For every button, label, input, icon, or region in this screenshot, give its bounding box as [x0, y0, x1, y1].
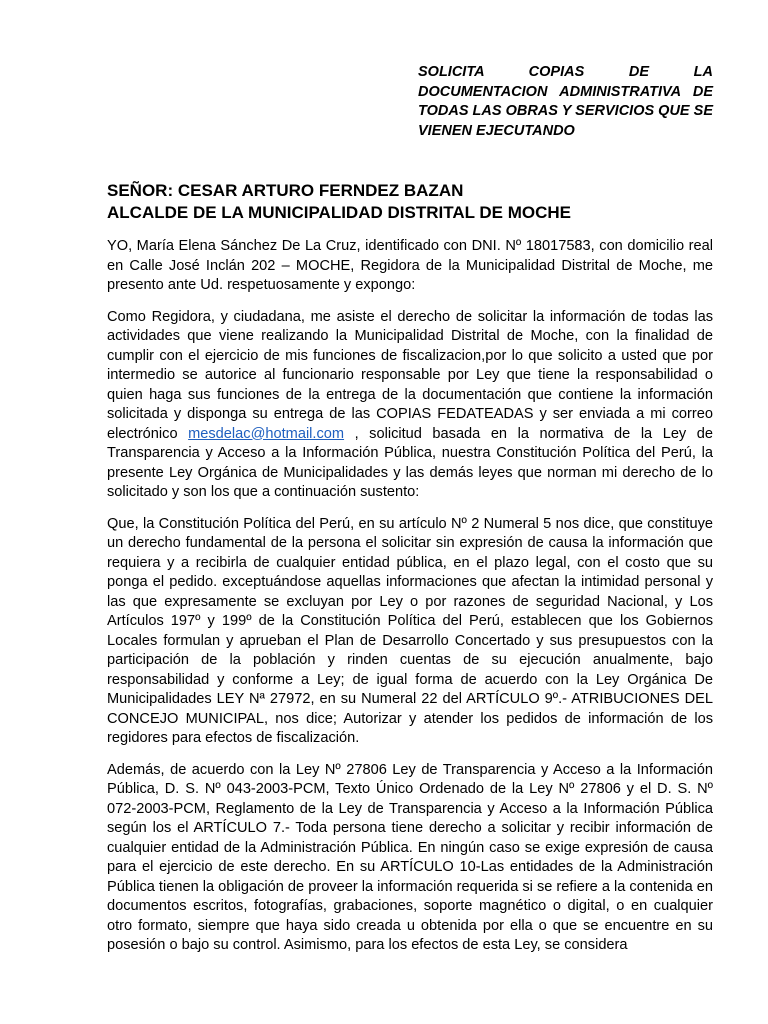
letter-body — [107, 237, 713, 968]
paragraph-request — [107, 308, 713, 503]
request-text-end: , solicitud basada en la normativa de la Ley de Transparencia y Acceso a la Información Pública, nuestra Constitución Política del Perú, la presente Ley Orgánica de Municipalidades y las demás leyes que norman mi derecho de lo solicitado y son los que a continuación sustento: — [107, 425, 713, 500]
email-link[interactable]: mesdelac@hotmail.com — [188, 425, 345, 442]
subject-line-2: DOCUMENTACION ADMINISTRATIVA DE TODAS LAS OBRAS Y SERVICIOS QUE SE VIENEN EJECUTANDO — [418, 83, 713, 139]
addressee-title: ALCALDE DE LA MUNICIPALIDAD DISTRITAL DE MOCHE — [107, 203, 572, 222]
subject-heading — [418, 63, 713, 141]
addressee-block — [107, 180, 717, 224]
subject-line-1: SOLICITA COPIAS DE LA — [418, 64, 713, 80]
paragraph-constitution: Que, la Constitución Política del Perú, en su artículo Nº 2 Numeral 5 nos dice, que constituye un derecho fundamental de la persona el solicitar sin expresión de causa la información que requiera y a recibirla de cualquier entidad pública, en el plazo legal, con el costo que su ponga el pedido. exceptuándose aquellas informaciones que afectan la intimidad personal y las que expresamente se excluyan por Ley o por razones de seguridad Nacional, y Los Artículos 197º y 199º de la Constitución Política del Perú, establecen que los Gobiernos Locales formulan y aprueban el Plan de Desarrollo Concertado y sus presupuestos con la participación de la población y rinden cuentas de su ejecución anualmente, bajo responsabilidad y conforme a Ley; de igual forma de acuerdo con la Ley Orgánica De Municipalidades LEY Nª 27972, en su Numeral 22 del ARTÍCULO 9º.- ATRIBUCIONES DEL CONCEJO MUNICIPAL, nos dice; Autorizar y atender los pedidos de información de los regidores para efectos de fiscalización. — [107, 515, 713, 746]
request-text-start: Como Regidora, y ciudadana, me asiste el derecho de solicitar la información de todas las actividades que viene realizando la Municipalidad Distrital de Moche, con la finalidad de cumplir con el ejercicio de mis funciones de fiscalizacion,por lo que solicito a usted que por intermedio se autorice al funcionario responsable por Ley que tiene la responsabilidad o quien haga sus funciones de la entrega de la documentación que contiene la información solicitada y disponga su entrega de las COPIAS FEDATEADAS y ser enviada a mi correo electrónico — [107, 308, 713, 442]
addressee-name: SEÑOR: CESAR ARTURO FERNDEZ BAZAN — [107, 181, 464, 200]
paragraph-introduction: YO, María Elena Sánchez De La Cruz, identificado con DNI. Nº 18017583, con domicilio real en Calle José Inclán 202 – MOCHE, Regidora de la Municipalidad Distrital de Moche, me presento ante Ud. respetuosamente y expongo: — [107, 238, 713, 293]
paragraph-transparency-law: Además, de acuerdo con la Ley Nº 27806 Ley de Transparencia y Acceso a la Información Pública, D. S. Nº 043-2003-PCM, Texto Único Ordenado de la Ley Nº 27806 y el D. S. Nº 072-2003-PCM, Reglamento de la Ley de Transparencia y Acceso a la Información Pública según los el ARTÍCULO 7.- Toda persona tiene derecho a solicitar y recibir información de cualquier entidad de la Administración Pública. En ningún caso se exige expresión de causa para el ejercicio de este derecho. En su ARTÍCULO 10-Las entidades de la Administración Pública tienen la obligación de proveer la información requerida si se refiere a la contenida en documentos escritos, fotografías, grabaciones, soporte magnético o digital, o en cualquier otro formato, siempre que haya sido creada u obtenida por ella o que se encuentre en su posesión o bajo su control. Asimismo, para los efectos de esta Ley, se considera — [107, 761, 714, 953]
